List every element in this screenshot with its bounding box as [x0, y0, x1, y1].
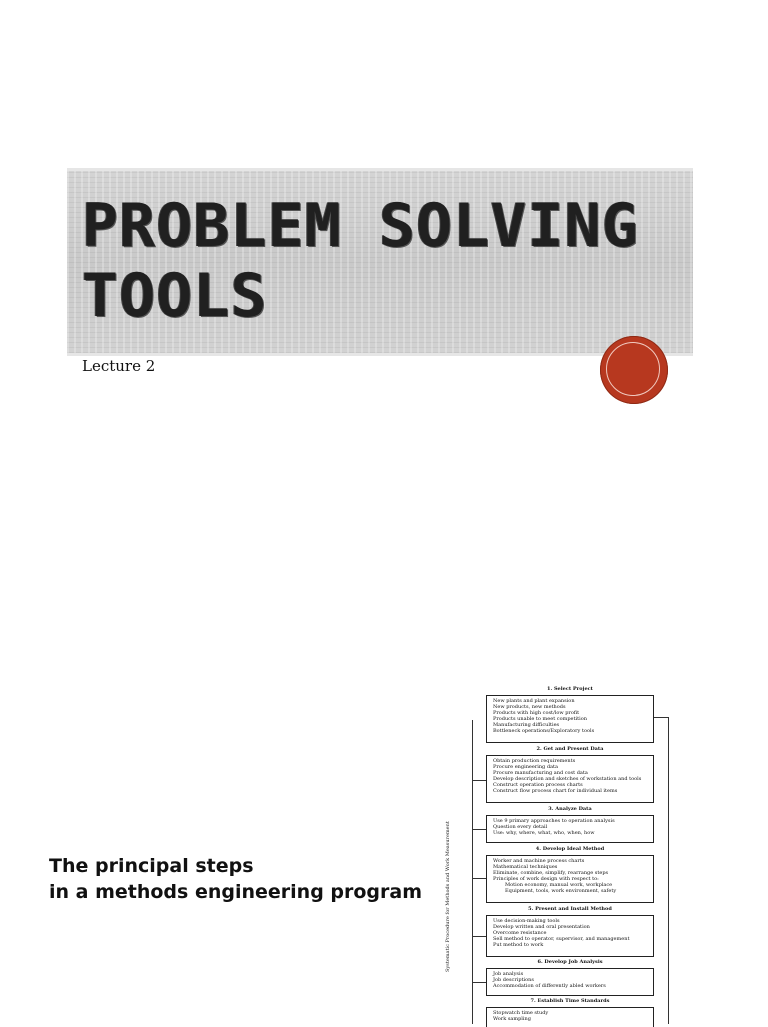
step-1-item: Manufacturing difficulties: [493, 722, 560, 728]
step-3-title: 3. Analyze Data: [548, 806, 592, 812]
step-1-box: [486, 695, 654, 743]
step-7-title: 7. Establish Time Standards: [530, 998, 610, 1004]
step-5-box: [486, 915, 654, 957]
feedback-arrow-line: [654, 717, 668, 718]
caption-line-1: The principal steps: [49, 855, 254, 877]
connector-tick: [472, 982, 486, 983]
connector-tick: [472, 878, 486, 879]
title-banner: [67, 168, 693, 356]
step-4-item: Worker and machine process charts: [493, 858, 585, 864]
connector-tick: [472, 936, 486, 937]
step-6-item: Job analysis: [493, 971, 524, 977]
step-6-title: 6. Develop Job Analysis: [537, 959, 603, 965]
step-7-item: Work sampling: [493, 1016, 531, 1022]
step-2-box: [486, 755, 654, 803]
slide-title: [82, 191, 639, 331]
step-4-title: 4. Develop Ideal Method: [535, 846, 605, 852]
step-6-item: Job descriptions: [493, 977, 534, 983]
step-3-item: Use 9 primary approaches to operation analysis: [493, 818, 615, 824]
connector-tick: [472, 829, 486, 830]
step-5-item: Put method to work: [493, 942, 544, 948]
step-4-item: Motion economy, manual work, workplace: [505, 882, 613, 888]
step-4-item: Principles of work design with respect to:: [493, 876, 599, 882]
step-1-item: Bottleneck operations/Exploratory tools: [493, 728, 595, 734]
step-4-box: [486, 855, 654, 903]
step-1-item: New plants and plant expansion: [493, 698, 575, 704]
step-1-title: 1. Select Project: [546, 686, 593, 692]
step-5-item: Develop written and oral presentation: [493, 924, 590, 930]
step-4-item: Mathematical techniques: [493, 864, 558, 870]
step-5-title: 5. Present and Install Method: [528, 906, 612, 912]
step-4-item: Eliminate, combine, simplify, rearrange steps: [493, 870, 609, 876]
step-2-title: 2. Get and Present Data: [536, 746, 604, 752]
title-line-2: TOOLS: [82, 261, 268, 331]
step-6-box: [486, 968, 654, 996]
flowchart-side-label: Systematic Procedure for Methods and Work Measurement: [445, 821, 451, 972]
step-2-item: Construct flow process chart for individual items: [493, 788, 618, 794]
slide-subtitle: Lecture 2: [82, 357, 156, 375]
step-2-item: Construct operation process charts: [493, 782, 583, 788]
title-line-1: PROBLEM SOLVING: [82, 191, 639, 261]
step-6-item: Accommodation of differently abled workers: [493, 983, 606, 989]
step-1-item: Products unable to meet competition: [493, 716, 587, 722]
step-3-box: [486, 815, 654, 843]
step-3-item: Use: why, where, what, who, when, how: [493, 830, 595, 836]
step-7-box: [486, 1007, 654, 1027]
feedback-line: [668, 717, 669, 1024]
step-4-item: Equipment, tools, work environment, safety: [505, 888, 617, 894]
step-7-item: Stopwatch time study: [493, 1010, 549, 1016]
step-2-item: Procure engineering data: [493, 764, 559, 770]
step-2-item: Obtain production requirements: [493, 758, 576, 764]
step-5-item: Overcome resistance: [493, 930, 547, 936]
step-2-item: Develop description and sketches of workstation and tools: [493, 776, 642, 782]
left-connector-line: [472, 720, 473, 1024]
step-2-item: Procure manufacturing and cost data: [493, 770, 588, 776]
circle-ring: [606, 342, 660, 396]
step-1-item: New products, new methods: [493, 704, 566, 710]
slide-caption: [49, 853, 422, 905]
step-5-item: Use decision-making tools: [493, 918, 560, 924]
step-5-item: Sell method to operator, supervisor, and management: [493, 936, 630, 942]
caption-line-2: in a methods engineering program: [49, 881, 423, 903]
step-3-item: Question every detail: [493, 824, 548, 830]
connector-tick: [472, 780, 486, 781]
step-1-item: Products with high cost/low profit: [493, 710, 580, 716]
decorative-circle-icon: [600, 336, 668, 404]
